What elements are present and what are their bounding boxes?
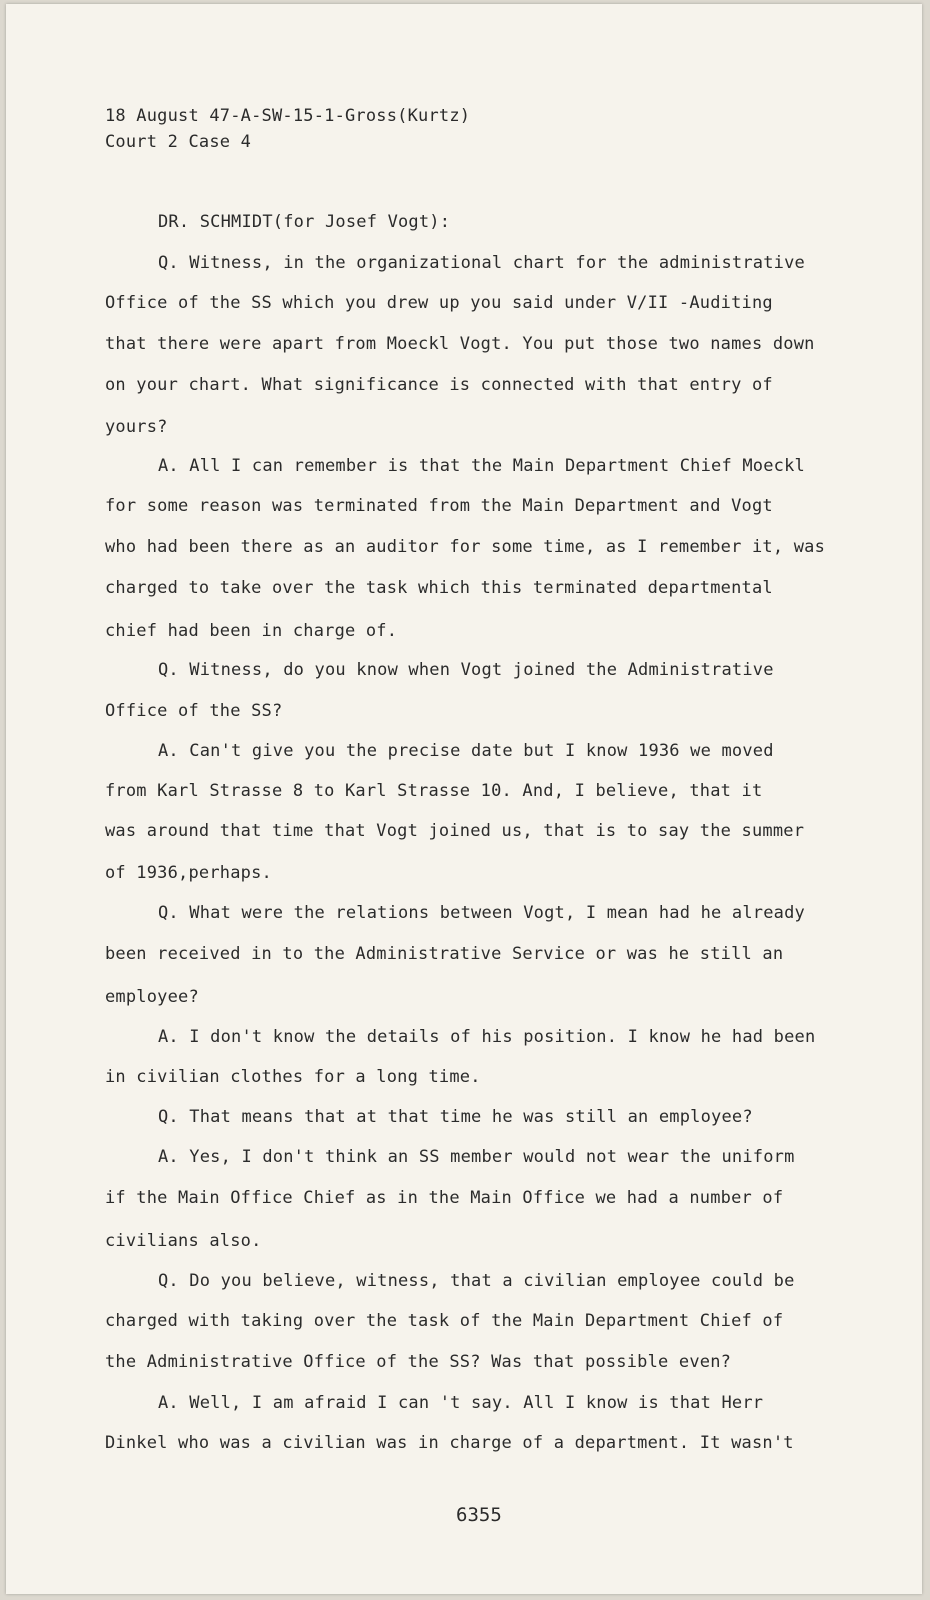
transcript-line: from Karl Strasse 8 to Karl Strasse 10. And, I believe, that it: [105, 781, 763, 801]
page-number: 6355: [456, 1504, 502, 1526]
transcript-line: who had been there as an auditor for some time, as I remember it, was: [105, 537, 826, 557]
transcript-line: Q. What were the relations between Vogt, I mean had he already: [158, 903, 805, 923]
transcript-line: employee?: [105, 987, 199, 1007]
transcript-line: A. All I can remember is that the Main Department Chief Moeckl: [158, 456, 805, 476]
transcript-line: Q. Witness, do you know when Vogt joined the Administrative: [158, 660, 774, 680]
transcript-line: Dinkel who was a civilian was in charge of a department. It wasn't: [105, 1433, 794, 1453]
transcript-line: yours?: [105, 417, 168, 437]
speaker-heading: DR. SCHMIDT(for Josef Vogt):: [158, 212, 451, 232]
transcript-line: charged with taking over the task of the Main Department Chief of: [105, 1311, 784, 1331]
transcript-line: was around that time that Vogt joined us, that is to say the summer: [105, 821, 805, 841]
header-date-reference: 18 August 47-A-SW-15-1-Gross(Kurtz): [105, 106, 471, 126]
transcript-line: chief had been in charge of.: [105, 621, 398, 641]
transcript-line: on your chart. What significance is connected with that entry of: [105, 375, 773, 395]
header-court-case: Court 2 Case 4: [105, 132, 252, 152]
transcript-line: civilians also.: [105, 1231, 262, 1251]
transcript-line: been received in to the Administrative Service or was he still an: [105, 944, 784, 964]
transcript-line: the Administrative Office of the SS? Was that possible even?: [105, 1352, 732, 1372]
transcript-line: A. I don't know the details of his position. I know he had been: [158, 1027, 816, 1047]
transcript-line: Q. Witness, in the organizational chart for the administrative: [158, 253, 805, 273]
transcript-line: charged to take over the task which this terminated departmental: [105, 578, 773, 598]
transcript-line: for some reason was terminated from the Main Department and Vogt: [105, 496, 773, 516]
transcript-line: A. Can't give you the precise date but I know 1936 we moved: [158, 741, 774, 761]
transcript-line: A. Yes, I don't think an SS member would not wear the uniform: [158, 1147, 795, 1167]
transcript-line: Office of the SS?: [105, 701, 283, 721]
transcript-line: Q. That means that at that time he was still an employee?: [158, 1107, 753, 1127]
transcript-line: of 1936,perhaps.: [105, 863, 272, 883]
transcript-line: if the Main Office Chief as in the Main Office we had a number of: [105, 1188, 784, 1208]
transcript-line: A. Well, I am afraid I can 't say. All I know is that Herr: [158, 1393, 764, 1413]
transcript-line: Office of the SS which you drew up you said under V/II -Auditing: [105, 293, 773, 313]
transcript-line: in civilian clothes for a long time.: [105, 1067, 481, 1087]
transcript-line: Q. Do you believe, witness, that a civilian employee could be: [158, 1271, 795, 1291]
document-page: [6, 4, 922, 1594]
transcript-line: that there were apart from Moeckl Vogt. You put those two names down: [105, 334, 815, 354]
